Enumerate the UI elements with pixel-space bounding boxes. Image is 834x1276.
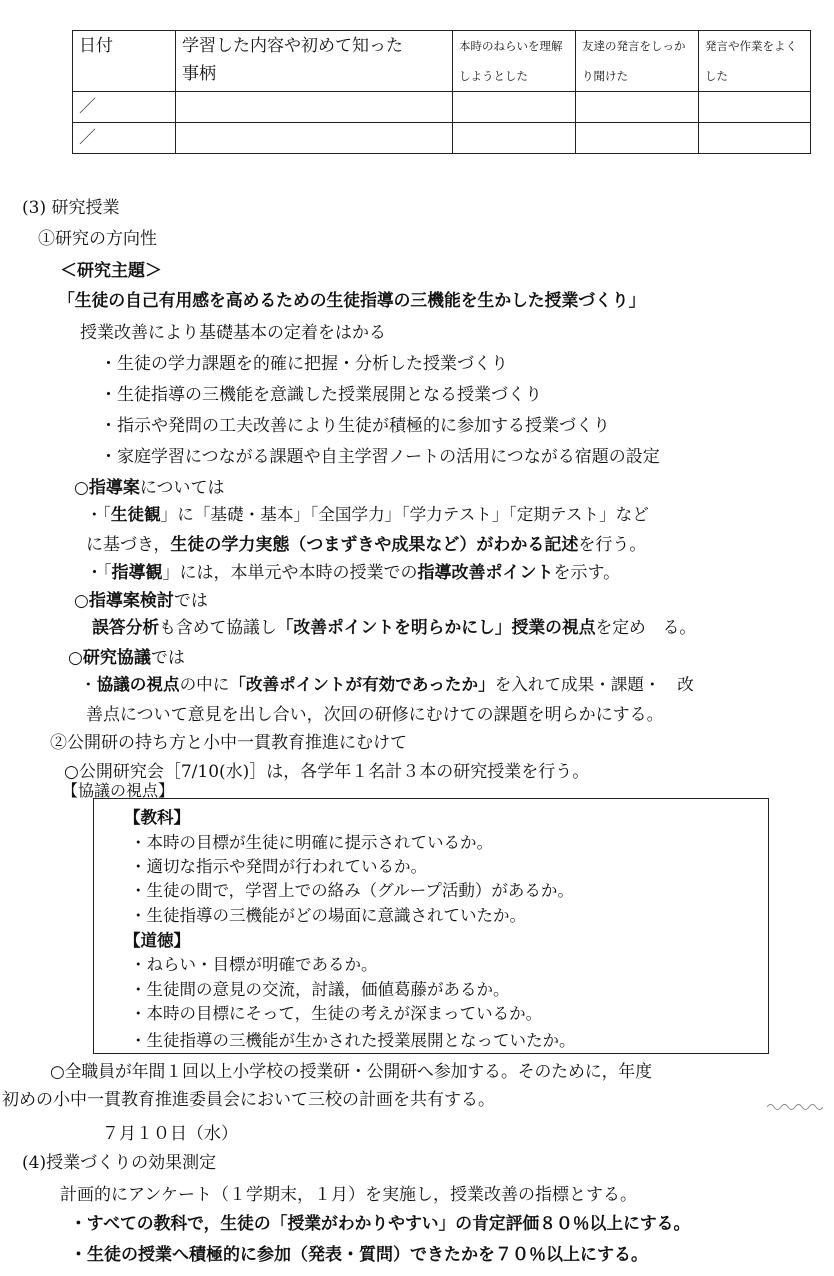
section3-heading: (3) 研究授業	[22, 198, 120, 218]
review-heading-rest: では	[173, 591, 208, 611]
header-content-line2: 事柄	[182, 64, 216, 84]
open-meeting: ○公開研究会［7/10(水)］は，各学年１名計３本の研究授業を行う。	[64, 762, 590, 782]
discussion-text: の中に	[179, 675, 230, 694]
theme-label: ＜研究主題＞	[60, 261, 162, 281]
aim-bullet: ・生徒の学力課題を的確に把握・分析した授業づくり	[100, 354, 508, 374]
moral-viewpoint: ・生徒間の意見の交流，討議，価値葛藤があるか。	[130, 980, 510, 999]
aim-bullet: ・生徒指導の三機能を意識した授業展開となる授業づくり	[100, 385, 542, 405]
survey-goal: ・すべての教科で，生徒の「授業がわかりやすい」の肯定評価８０％以上にする。	[70, 1213, 691, 1233]
section3-item2: ②公開研の持ち方と小中一貫教育推進にむけて	[50, 733, 407, 753]
section3-item1: ①研究の方向性	[38, 229, 157, 249]
plan-text-bold: 指導改善ポイント	[417, 563, 554, 583]
table-cell	[576, 123, 699, 154]
date-note: ７月１０日（水）	[102, 1124, 238, 1144]
plan-line2	[86, 530, 646, 555]
review-text-bold: 誤答分析	[92, 617, 160, 637]
plan-heading-rest: については	[139, 478, 225, 498]
discussion-text-bold: 協議の視点	[96, 674, 180, 694]
discussion-text: を入れて成果・課題・ 改	[494, 675, 694, 694]
subject-viewpoint: ・適切な指示や発問が行われているか。	[130, 857, 427, 876]
moral-viewpoint: ・本時の目標にそって，生徒の考えが深まっているか。	[130, 1004, 543, 1023]
survey-goal: ・生徒の授業へ積極的に参加（発表・質問）できたかを７０％以上にする。	[70, 1245, 648, 1265]
review-heading-bold: 指導案検討	[88, 591, 174, 611]
plan-heading	[74, 473, 225, 498]
table-cell-date: ／	[73, 92, 176, 123]
discussion-heading-rest: では	[150, 648, 185, 668]
table-cell	[699, 123, 811, 154]
plan-text-bold: 指導観	[111, 563, 163, 583]
viewpoint-label: 【協議の視点】	[62, 781, 175, 800]
header-content	[176, 31, 453, 92]
header-date: 日付	[73, 31, 176, 92]
plan-heading-mark: ○	[74, 478, 89, 498]
subject-viewpoint: ・本時の目標が生徒に明確に提示されているか。	[130, 833, 493, 852]
plan-text-bold: 生徒の学力実態（つまずきや成果など）がわかる記述	[170, 535, 579, 555]
subject-viewpoint: ・生徒の間で，学習上での絡み（グループ活動）があるか。	[130, 881, 574, 900]
viewpoint-box	[93, 798, 769, 1054]
plan-text: ・「	[86, 563, 112, 583]
aim-bullet: ・家庭学習につながる課題や自主学習ノートの活用につながる宿題の設定	[100, 447, 660, 467]
plan-text: に基づき，	[86, 535, 171, 555]
subject-viewpoint: ・生徒指導の三機能がどの場面に意識されていたか。	[130, 906, 526, 925]
research-theme: 「生徒の自己有用感を高めるための生徒指導の三機能を生かした授業づくり」	[58, 290, 646, 310]
table-row	[73, 92, 811, 123]
staff-line2: 初めの小中一貫教育推進委員会において三校の計画を共有する。	[2, 1090, 495, 1110]
moral-label: 【道徳】	[124, 931, 190, 950]
research-aim: 授業改善により基礎基本の定着をはかる	[80, 323, 386, 343]
header-listen: 友達の発言をしっかり聞けた	[576, 31, 699, 92]
discussion-line1	[80, 671, 694, 695]
review-heading-mark: ○	[74, 591, 89, 611]
discussion-text: ・	[80, 675, 97, 694]
moral-viewpoint: ・ねらい・目標が明確であるか。	[130, 955, 378, 974]
table-header-row	[73, 31, 811, 92]
discussion-heading-mark: ○	[68, 648, 83, 668]
header-aim: 本時のねらいを理解しようとした	[453, 31, 576, 92]
review-text: も含めて協議し	[159, 617, 277, 637]
review-text: を定め る。	[595, 617, 697, 637]
header-content-line1: 学習した内容や初めて知った	[182, 36, 403, 56]
wavy-underline-mark	[767, 1101, 823, 1113]
plan-text: を行う。	[578, 535, 647, 555]
staff-line1: ○全職員が年間１回以上小学校の授業研・公開研へ参加する。そのために，年度	[50, 1061, 652, 1081]
discussion-text-bold: 「改善ポイントが有効であったか」	[229, 674, 495, 694]
table-row	[73, 123, 811, 154]
plan-line1	[86, 501, 649, 525]
plan-text: ・「	[86, 505, 111, 524]
header-speak: 発言や作業をよくした	[699, 31, 811, 92]
plan-text-bold: 生徒観	[110, 504, 161, 524]
moral-viewpoint: ・生徒指導の三機能が生かされた授業展開となっていたか。	[130, 1031, 576, 1050]
table-cell	[576, 92, 699, 123]
table-cell	[176, 123, 453, 154]
plan-heading-bold: 指導案	[88, 478, 140, 498]
table-cell	[699, 92, 811, 123]
aim-bullet: ・指示や発問の工夫改善により生徒が積極的に参加する授業づくり	[100, 416, 610, 436]
section4-intro: 計画的にアンケート（１学期末，１月）を実施し，授業改善の指標とする。	[60, 1185, 637, 1205]
plan-text: 」に「基礎・基本」「全国学力」「学力テスト」「定期テスト」など	[160, 505, 649, 524]
section4-heading: (4)授業づくりの効果測定	[22, 1153, 217, 1173]
learning-record-table	[72, 30, 811, 154]
table-cell	[453, 123, 576, 154]
table-cell	[176, 92, 453, 123]
review-text-bold: 「改善ポイントを明らかにし」授業の視点	[276, 617, 596, 637]
subject-label: 【教科】	[124, 808, 190, 827]
discussion-heading	[68, 643, 185, 668]
plan-line3	[86, 558, 620, 583]
table-cell-date: ／	[73, 123, 176, 154]
plan-text: を示す。	[553, 563, 621, 583]
discussion-heading-bold: 研究協議	[82, 648, 151, 668]
review-heading	[74, 586, 208, 611]
review-line1	[92, 614, 696, 638]
discussion-line2: 善点について意見を出し合い，次回の研修にむけての課題を明らかにする。	[86, 705, 664, 725]
plan-text: 」には，本単元や本時の授業での	[162, 563, 418, 583]
table-cell	[453, 92, 576, 123]
